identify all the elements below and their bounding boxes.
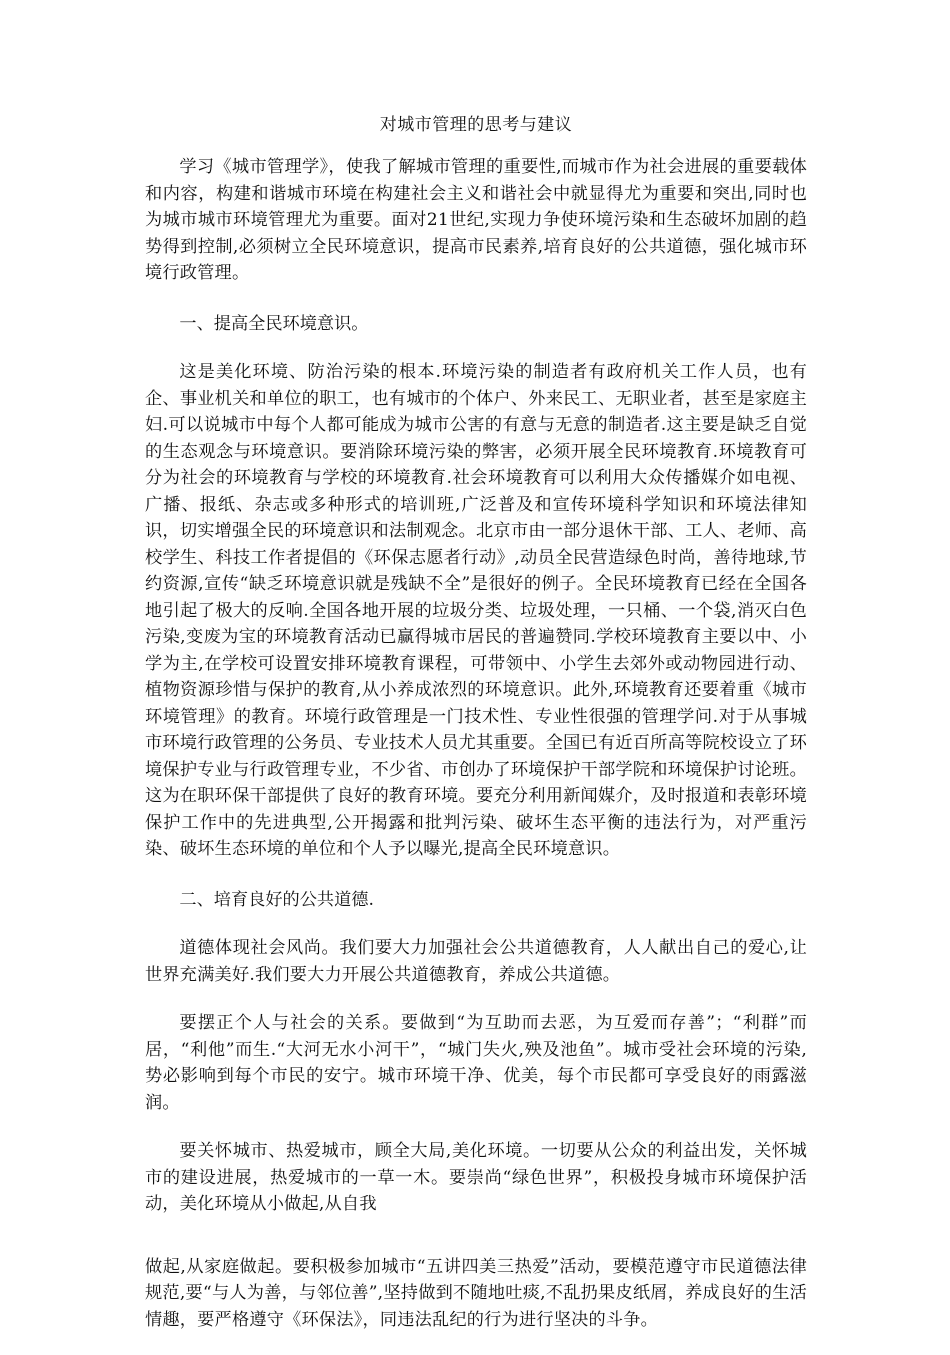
section2-paragraph-1: 道德体现社会风尚。我们要大力加强社会公共道德教育，人人献出自己的爱心,让世界充满美好.我们要大力开展公共道德教育，养成公共道德。 <box>145 938 807 985</box>
section2-paragraph-2: 要摆正个人与社会的关系。要做到“为互助而去恶，为互爱而存善”；“利群”而居，“利他”而生.“大河无水小河干”，“城门失火,殃及池鱼”。城市受社会环境的污染,势必影响到每个市民的安宁。城市环境干净、优美，每个市民都可享受良好的雨露滋润。 <box>145 1013 807 1113</box>
section-heading-2: 二、培育良好的公共道德. <box>179 889 374 910</box>
section2-paragraph-3: 要关怀城市、热爱城市，顾全大局,美化环境。一切要从公众的利益出发，关怀城市的建设进展，热爱城市的一草一木。要崇尚“绿色世界”，积极投身城市环境保护活动，美化环境从小做起,从自我 <box>145 1141 807 1214</box>
section1-paragraph: 这是美化环境、防治污染的根本.环境污染的制造者有政府机关工作人员，也有企、事业机关和单位的职工，也有城市的个体户、外来民工、无职业者，甚至是家庭主妇.可以说城市中每个人都可能成为城市公害的有意与无意的制造者.这主要是缺乏自觉的生态观念与环境意识。要消除环境污染的弊害，必须开展全民环境教育.环境教育可分为社会的环境教育与学校的环境教育.社会环境教育可以利用大众传播媒介如电视、广播、报纸、杂志或多种形式的培训班,广泛普及和宣传环境科学知识和环境法律知识，切实增强全民的环境意识和法制观念。北京市由一部分退休干部、工人、老师、高校学生、科技工作者提倡的《环保志愿者行动》,动员全民营造绿色时尚，善待地球,节约资源,宣传“缺乏环境意识就是残缺不全”是很好的例子。全民环境教育已经在全国各地引起了极大的反响.全国各地开展的垃圾分类、垃圾处理，一只桶、一个袋,消灭白色污染,变废为宝的环境教育活动已赢得城市居民的普遍赞同.学校环境教育主要以中、小学为主,在学校可设置安排环境教育课程，可带领中、小学生去郊外或动物园进行动、植物资源珍惜与保护的教育,从小养成浓烈的环境意识。此外,环境教育还要着重《城市环境管理》的教育。环境行政管理是一门技术性、专业性很强的管理学问.对于从事城市环境行政管理的公务员、专业技术人员尤其重要。全国已有近百所高等院校设立了环境保护专业与行政管理专业，不少省、市创办了环境保护干部学院和环境保护讨论班。这为在职环保干部提供了良好的教育环境。要充分利用新闻媒介，及时报道和表彰环境保护工作中的先进典型,公开揭露和批判污染、破坏生态平衡的违法行为，对严重污染、破坏生态环境的单位和个人予以曝光,提高全民环境意识。 <box>145 362 807 859</box>
section2-paragraph-4: 做起,从家庭做起。要积极参加城市“五讲四美三热爱”活动，要模范遵守市民道德法律规范,要“与人为善，与邻位善”,坚持做到不随地吐痰,不乱扔果皮纸屑，养成良好的生活情趣，要严格遵守《环保法》，同违法乱纪的行为进行坚决的斗争。 <box>145 1256 807 1330</box>
document-title: 对城市管理的思考与建议 <box>379 115 573 135</box>
intro-paragraph: 学习《城市管理学》，使我了解城市管理的重要性,而城市作为社会进展的重要载体和内容，构建和谐城市环境在构建社会主义和谐社会中就显得尤为重要和突出,同时也为城市城市环境管理尤为重要。面对21世纪,实现力争使环境污染和生态破坏加剧的趋势得到控制,必须树立全民环境意识，提高市民素养,培育良好的公共道德，强化城市环境行政管理。 <box>145 157 807 283</box>
document-page <box>145 112 807 1355</box>
section-heading-1: 一、提高全民环境意识。 <box>179 313 369 334</box>
